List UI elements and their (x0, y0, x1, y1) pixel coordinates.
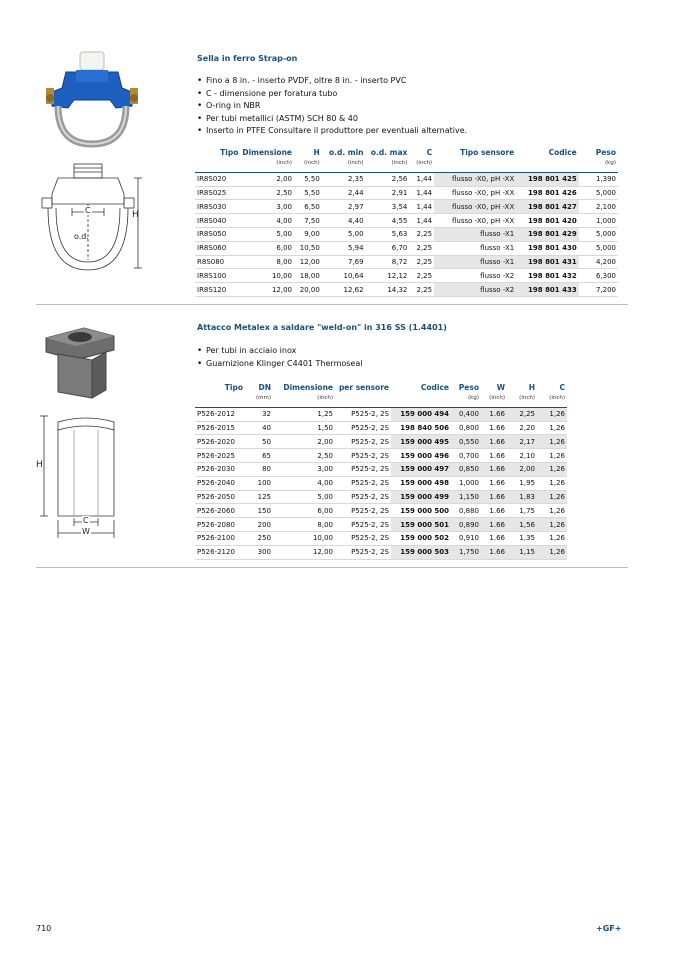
table-cell: 6,00 (240, 241, 294, 255)
table-cell: P525-2, 2S (335, 407, 391, 421)
table-cell: 7,200 (579, 283, 618, 297)
drawing-label-h: H (132, 210, 139, 220)
table-cell: 159 000 494 (391, 407, 451, 421)
table-cell: 14,32 (366, 283, 410, 297)
table-cell: P526-2060 (195, 504, 245, 518)
table-cell: 10,64 (322, 269, 366, 283)
col-header-dn: DN (258, 383, 271, 392)
table-cell: 1,26 (537, 407, 567, 421)
table-row (195, 186, 618, 200)
table-cell: 8,00 (240, 255, 294, 269)
table-cell: 150 (245, 504, 273, 518)
table-cell: P526-2050 (195, 490, 245, 504)
drawing-label-od: o.d. (74, 232, 89, 241)
col-header-tipo: Tipo (224, 383, 243, 392)
table-cell: 1,26 (537, 462, 567, 476)
table-cell: 1,35 (507, 531, 537, 545)
col-header-c: C (559, 383, 565, 392)
table-row (195, 421, 567, 435)
table-row (195, 214, 618, 228)
table-row (195, 435, 567, 449)
table-cell: 198 840 506 (391, 421, 451, 435)
table-cell: 4,55 (366, 214, 410, 228)
page-number: 710 (36, 924, 52, 933)
table-cell: 1.66 (481, 545, 507, 559)
section-divider (36, 304, 628, 305)
section2-title: Attacco Metalex a saldare "weld-on" in 316 SS (1.4401) (197, 323, 447, 332)
table-row (195, 227, 618, 241)
col-header-h: H (313, 148, 320, 157)
table-cell: 2,25 (409, 241, 434, 255)
table-cell: P526-2030 (195, 462, 245, 476)
table-cell: 1,44 (409, 214, 434, 228)
section1-bullet: • C - dimensione per foratura tubo (197, 88, 467, 101)
table-cell: P526-2020 (195, 435, 245, 449)
table-cell: 159 000 500 (391, 504, 451, 518)
table-cell: 1,15 (507, 545, 537, 559)
unit-label: (inch) (409, 157, 434, 172)
table-cell: 50 (245, 435, 273, 449)
table-cell: 1,95 (507, 476, 537, 490)
table-row (195, 255, 618, 269)
table-cell: 198 801 427 (516, 200, 578, 214)
drawing-label-w: W (82, 527, 90, 536)
table-cell: 5,94 (322, 241, 366, 255)
table-cell: 2,35 (322, 172, 366, 186)
table-cell: 1,26 (537, 531, 567, 545)
table-row (195, 518, 567, 532)
table-cell: 250 (245, 531, 273, 545)
table-cell: 40 (245, 421, 273, 435)
table-cell: P525-2, 2S (335, 435, 391, 449)
table-cell: 2,17 (507, 435, 537, 449)
col-header-peso: Peso (595, 148, 616, 157)
table-cell: 2,00 (507, 462, 537, 476)
unit-label: (inch) (294, 157, 322, 172)
table-cell: 1.66 (481, 490, 507, 504)
table-cell: R8S080 (195, 255, 240, 269)
table-cell: 198 801 425 (516, 172, 578, 186)
unit-label (434, 157, 516, 172)
table-cell: 198 801 426 (516, 186, 578, 200)
table-cell: P525-2, 2S (335, 545, 391, 559)
section1-bullet: • Inserto in PTFE Consultare il produttore per eventuali alternative. (197, 125, 467, 138)
table-cell: P526-2012 (195, 407, 245, 421)
table-cell: 4,00 (240, 214, 294, 228)
table-cell: P526-2100 (195, 531, 245, 545)
table-cell: IR8S100 (195, 269, 240, 283)
table-cell: 1,26 (537, 449, 567, 463)
table-cell: 0,400 (451, 407, 481, 421)
table-cell: 1,26 (537, 490, 567, 504)
table-cell: 1,26 (537, 421, 567, 435)
table-cell: 1.66 (481, 531, 507, 545)
table-cell: 10,00 (240, 269, 294, 283)
unit-label: (inch) (322, 157, 366, 172)
table-cell: 12,12 (366, 269, 410, 283)
table-cell: 198 801 433 (516, 283, 578, 297)
unit-label: (inch) (366, 157, 410, 172)
table-cell: 1,44 (409, 172, 434, 186)
table-cell: 198 801 429 (516, 227, 578, 241)
unit-label (391, 392, 451, 407)
table-cell: 198 801 430 (516, 241, 578, 255)
table-row (195, 283, 618, 297)
table-cell: P525-2, 2S (335, 531, 391, 545)
table-cell: 12,00 (273, 545, 335, 559)
section1-bullet: • Fino a 8 in. - inserto PVDF, oltre 8 in. - inserto PVC (197, 75, 467, 88)
table-cell: 1.66 (481, 435, 507, 449)
table-cell: 1.66 (481, 421, 507, 435)
table-row (195, 531, 567, 545)
table-cell: 1.66 (481, 462, 507, 476)
table-cell: 1,390 (579, 172, 618, 186)
table-cell: IR8S120 (195, 283, 240, 297)
table-cell: 100 (245, 476, 273, 490)
table-cell: 2,56 (366, 172, 410, 186)
col-header-c: C (426, 148, 433, 157)
table-cell: 9,00 (294, 227, 322, 241)
section1-bullet: • O-ring in NBR (197, 100, 467, 113)
unit-label: (inch) (240, 157, 294, 172)
table-cell: 159 000 501 (391, 518, 451, 532)
table-cell: 5,63 (366, 227, 410, 241)
table-cell: 0,880 (451, 504, 481, 518)
table-cell: 1,26 (537, 545, 567, 559)
unit-label (516, 157, 578, 172)
unit-label: (inch) (273, 392, 335, 407)
table-cell: flusso -X2 (434, 269, 516, 283)
col-header-per-sensore: per sensore (338, 383, 389, 392)
table-cell: 5,000 (579, 186, 618, 200)
table-cell: 0,850 (451, 462, 481, 476)
unit-label (195, 157, 240, 172)
col-header-peso: Peso (458, 383, 479, 392)
table-cell: 159 000 496 (391, 449, 451, 463)
table-cell: 65 (245, 449, 273, 463)
table-row (195, 241, 618, 255)
section-divider (36, 567, 628, 568)
table-cell: 1,26 (537, 504, 567, 518)
unit-label: (inch) (481, 392, 507, 407)
table-cell: 2,25 (409, 255, 434, 269)
section1-bullet: • Per tubi metallici (ASTM) SCH 80 & 40 (197, 113, 467, 126)
table-cell: 7,69 (322, 255, 366, 269)
table-cell: 198 801 420 (516, 214, 578, 228)
table-cell: 1,26 (537, 476, 567, 490)
table-cell: 6,70 (366, 241, 410, 255)
table-cell: P525-2, 2S (335, 490, 391, 504)
table-cell: 1.66 (481, 518, 507, 532)
section2-bullet: • Guarnizione Klinger C4401 Thermoseal (197, 358, 362, 371)
table-cell: 7,50 (294, 214, 322, 228)
table-cell: 5,00 (273, 490, 335, 504)
table-cell: 1,44 (409, 200, 434, 214)
drawing-label-c: C (85, 206, 91, 215)
unit-label (335, 392, 391, 407)
col-header-dimensione: Dimensione (242, 148, 293, 157)
table-cell: IR8S020 (195, 172, 240, 186)
table-cell: 159 000 499 (391, 490, 451, 504)
table-row (195, 407, 567, 421)
col-header-h: H (528, 383, 535, 392)
section2-bullets (197, 345, 362, 370)
weld-on-fitting-photo (40, 324, 120, 400)
table-cell: 2,91 (366, 186, 410, 200)
table-row (195, 172, 618, 186)
table-cell: IR8S025 (195, 186, 240, 200)
table-cell: P525-2, 2S (335, 421, 391, 435)
table-cell: 5,50 (294, 186, 322, 200)
table-cell: P525-2, 2S (335, 504, 391, 518)
table-cell: P525-2, 2S (335, 449, 391, 463)
table-cell: 5,000 (579, 227, 618, 241)
table-cell: 0,700 (451, 449, 481, 463)
table-cell: 159 000 503 (391, 545, 451, 559)
table-cell: 1,56 (507, 518, 537, 532)
table-cell: P525-2, 2S (335, 476, 391, 490)
table-cell: 159 000 495 (391, 435, 451, 449)
col-header-codice: Codice (548, 148, 577, 157)
table-cell: 2,44 (322, 186, 366, 200)
weld-on-spec-table (195, 383, 567, 560)
gf-logo: +GF+ (596, 924, 622, 933)
table-cell: 2,00 (240, 172, 294, 186)
table-row (195, 504, 567, 518)
table-row (195, 476, 567, 490)
table-cell: 159 000 497 (391, 462, 451, 476)
table-cell: IR8S040 (195, 214, 240, 228)
table-cell: 10,50 (294, 241, 322, 255)
table-cell: 1.66 (481, 476, 507, 490)
table-cell: 1,83 (507, 490, 537, 504)
table-cell: 1,44 (409, 186, 434, 200)
table-cell: 5,00 (240, 227, 294, 241)
table-cell: 4,40 (322, 214, 366, 228)
table-cell: 198 801 432 (516, 269, 578, 283)
table-row (195, 545, 567, 559)
weld-on-fitting-drawing (34, 412, 124, 540)
table-cell: IR8S050 (195, 227, 240, 241)
drawing-label-c: C (83, 516, 89, 525)
table-cell: 80 (245, 462, 273, 476)
table-cell: 198 801 431 (516, 255, 578, 269)
table-cell: 159 000 502 (391, 531, 451, 545)
table-cell: 2,25 (409, 227, 434, 241)
table-cell: 2,97 (322, 200, 366, 214)
table-cell: 300 (245, 545, 273, 559)
col-header-od-min: o.d. min (328, 148, 364, 157)
table-cell: flusso -X0, pH -XX (434, 214, 516, 228)
unit-label: (inch) (537, 392, 567, 407)
strap-on-spec-table (195, 148, 618, 297)
table-cell: 1,50 (273, 421, 335, 435)
table-cell: P525-2, 2S (335, 518, 391, 532)
table-cell: flusso -X0, pH -XX (434, 200, 516, 214)
table-cell: 0,910 (451, 531, 481, 545)
table-cell: 0,800 (451, 421, 481, 435)
drawing-label-h: H (36, 460, 43, 470)
table-cell: 8,72 (366, 255, 410, 269)
table-cell: 1,75 (507, 504, 537, 518)
table-cell: 5,50 (294, 172, 322, 186)
table-cell: 2,20 (507, 421, 537, 435)
table-cell: 10,00 (273, 531, 335, 545)
table-cell: 1,25 (273, 407, 335, 421)
table-cell: 1,150 (451, 490, 481, 504)
table-cell: 5,000 (579, 241, 618, 255)
unit-label: (mm) (245, 392, 273, 407)
unit-label: (kg) (579, 157, 618, 172)
table-cell: 4,200 (579, 255, 618, 269)
table-cell: 200 (245, 518, 273, 532)
col-header-dimensione: Dimensione (283, 383, 333, 392)
table-cell: 32 (245, 407, 273, 421)
table-cell: 12,00 (294, 255, 322, 269)
table-cell: 0,890 (451, 518, 481, 532)
unit-label (195, 392, 245, 407)
table-cell: 6,00 (273, 504, 335, 518)
table-cell: 3,00 (240, 200, 294, 214)
table-row (195, 449, 567, 463)
table-cell: 1.66 (481, 407, 507, 421)
table-cell: 8,00 (273, 518, 335, 532)
col-header-tipo-sensore: Tipo sensore (460, 148, 515, 157)
table-cell: 4,00 (273, 476, 335, 490)
col-header-w: W (496, 383, 505, 392)
table-cell: 5,00 (322, 227, 366, 241)
table-row (195, 462, 567, 476)
table-cell: 1,000 (451, 476, 481, 490)
section2-bullet: • Per tubi in acciaio inox (197, 345, 362, 358)
section1-bullets (197, 75, 467, 138)
table-cell: 6,300 (579, 269, 618, 283)
table-cell: 2,25 (409, 269, 434, 283)
table-cell: flusso -X1 (434, 241, 516, 255)
table-cell: 1,750 (451, 545, 481, 559)
table-cell: 1,000 (579, 214, 618, 228)
table-row (195, 200, 618, 214)
table-cell: P526-2080 (195, 518, 245, 532)
table-cell: 2,100 (579, 200, 618, 214)
table-cell: 3,54 (366, 200, 410, 214)
col-header-codice: Codice (420, 383, 449, 392)
table-cell: 159 000 498 (391, 476, 451, 490)
table-row (195, 490, 567, 504)
table-cell: 1.66 (481, 449, 507, 463)
table-cell: P526-2120 (195, 545, 245, 559)
table-cell: 3,00 (273, 462, 335, 476)
table-cell: 12,62 (322, 283, 366, 297)
table-cell: IR8S060 (195, 241, 240, 255)
table-cell: flusso -X0, pH -XX (434, 186, 516, 200)
table-cell: 2,10 (507, 449, 537, 463)
table-cell: flusso -X1 (434, 227, 516, 241)
unit-label: (kg) (451, 392, 481, 407)
unit-label: (inch) (507, 392, 537, 407)
table-cell: 125 (245, 490, 273, 504)
table-cell: P526-2015 (195, 421, 245, 435)
table-cell: P526-2040 (195, 476, 245, 490)
table-cell: P525-2, 2S (335, 462, 391, 476)
table-cell: 6,50 (294, 200, 322, 214)
table-cell: 1,26 (537, 518, 567, 532)
col-header-tipo: Tipo (220, 148, 239, 157)
table-cell: P526-2025 (195, 449, 245, 463)
table-cell: 1.66 (481, 504, 507, 518)
col-header-od-max: o.d. max (370, 148, 408, 157)
table-cell: 2,50 (240, 186, 294, 200)
table-cell: 2,50 (273, 449, 335, 463)
table-cell: 1,26 (537, 435, 567, 449)
table-cell: flusso -X1 (434, 255, 516, 269)
section1-title: Sella in ferro Strap-on (197, 54, 298, 63)
strap-on-saddle-photo (36, 48, 146, 148)
table-cell: 20,00 (294, 283, 322, 297)
table-cell: 18,00 (294, 269, 322, 283)
table-cell: 2,25 (409, 283, 434, 297)
table-cell: IR8S030 (195, 200, 240, 214)
table-cell: flusso -X2 (434, 283, 516, 297)
table-cell: 2,00 (273, 435, 335, 449)
strap-on-saddle-drawing (34, 160, 144, 275)
table-row (195, 269, 618, 283)
table-cell: 2,25 (507, 407, 537, 421)
table-cell: flusso -X0, pH -XX (434, 172, 516, 186)
table-cell: 12,00 (240, 283, 294, 297)
table-cell: 0,550 (451, 435, 481, 449)
